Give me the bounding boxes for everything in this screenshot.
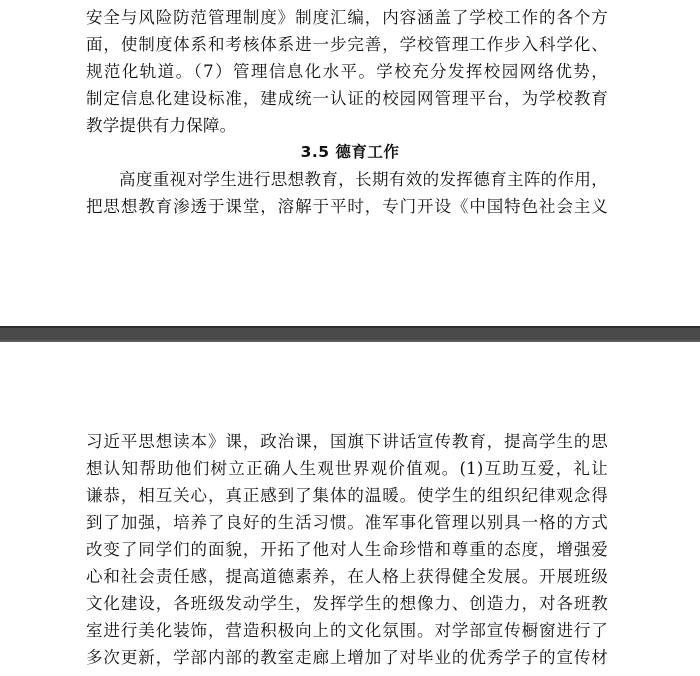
- text-line: 谦恭，相互关心，真正感到了集体的温暖。使学生的组织纪律观念得: [86, 486, 608, 505]
- text-line: 室进行美化装饰，营造积极向上的文化氛围。对学部宣传橱窗进行了: [86, 621, 608, 640]
- text-line: 规范化轨道。（7）管理信息化水平。学校充分发挥校园网络优势，: [86, 62, 608, 81]
- text-line: 习近平思想读本》课，政治课，国旗下讲话宣传教育，提高学生的思: [86, 432, 608, 451]
- page-separator: [0, 326, 700, 342]
- section-heading: 3.5 德育工作: [300, 143, 400, 161]
- text-line: 到了加强，培养了良好的生活习惯。准军事化管理以别具一格的方式: [86, 513, 608, 532]
- text-line: 多次更新，学部内部的教室走廊上增加了对毕业的优秀学子的宣传材: [86, 648, 608, 667]
- document-page-bottom: [0, 342, 700, 676]
- text-line: 高度重视对学生进行思想教育，长期有效的发挥德育主阵的作用，: [119, 170, 608, 189]
- text-line: 制定信息化建设标准，建成统一认证的校园网管理平台，为学校教育: [86, 89, 608, 108]
- text-line: 安全与风险防范管理制度》制度汇编，内容涵盖了学校工作的各个方: [86, 8, 608, 27]
- text-line: 面，使制度体系和考核体系进一步完善，学校管理工作步入科学化、: [86, 35, 608, 54]
- text-line: 教学提供有力保障。: [86, 116, 237, 135]
- text-line: 心和社会责任感，提高道德素养，在人格上获得健全发展。开展班级: [86, 567, 608, 586]
- text-line: 文化建设，各班级发动学生，发挥学生的想像力、创造力，对各班教: [86, 594, 608, 613]
- document-page-top: [0, 0, 700, 326]
- text-line: 把思想教育渗透于课堂，溶解于平时，专门开设《中国特色社会主义: [86, 197, 608, 216]
- text-line: 想认知帮助他们树立正确人生观世界观价值观。(1)互助互爱，礼让: [86, 459, 608, 478]
- text-line: 改变了同学们的面貌，开拓了他对人生命珍惜和尊重的态度，增强爱: [86, 540, 608, 559]
